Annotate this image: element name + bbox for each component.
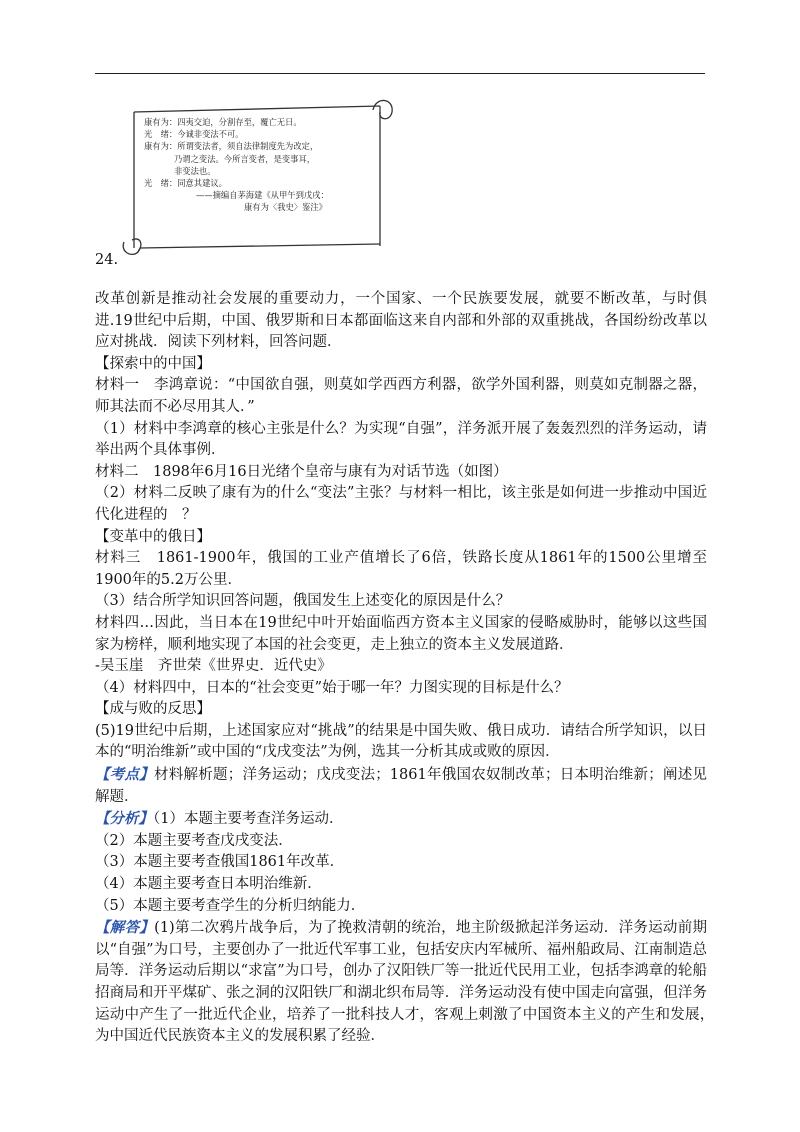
material-four-source: -吴玉崖 齐世荣《世界史．近代史》 — [95, 658, 332, 675]
scroll-line: 非变法也。 — [174, 165, 216, 176]
question-1: （1）材料中李鸿章的核心主张是什么？为实现“自强”，洋务派开展了轰轰烈烈的洋务运动，请举出两个具体事例． — [95, 420, 707, 459]
scroll-line: 光 绪：今诚非变法不可。 — [144, 129, 244, 140]
jieda-block — [95, 917, 722, 1048]
fenxi-block — [95, 808, 707, 831]
jieda-text: (1)第二次鸦片战争后，为了挽救清朝的统治，地主阶级掀起洋务运动．洋务运动前期以“自强”为口号，主要创办了一批近代军事工业，包括安庆内军械所、福州船政局、江南制造总局等．洋务运动后期以“求富”为口号，创办了汉阳铁厂等一批近代民用工业，包括李鸿章的轮船招商局和开平煤矿、张之洞的汉阳铁厂和湖北织布局等．洋务运动没有使中国走向富强，但洋务运动中产生了一批近代企业，培养了一批科技人才，客观上刺激了中国资本主义的产生和发展， 为中国近代民族资本主义的发展积累了经验． — [95, 920, 722, 1045]
intro-paragraph: 改革创新是推动社会发展的重要动力，一个国家、一个民族要发展，就要不断改革，与时俱进.19世纪中后期，中国、俄罗斯和日本都面临这来自内部和外部的双重挑战，各国纷纷改革以应对挑战．阅读下列材料，回答问题． — [95, 291, 707, 351]
question-number: 24. — [95, 252, 119, 268]
kaodian-tag: 【考点】 — [95, 766, 155, 784]
kaodian-block — [95, 764, 707, 808]
question-5: (5)19世纪中后期，上述国家应对“挑战”的结果是中国失败、俄日成功．请结合所学知识，以日本的“明治维新”或中国的“戊戌变法”为例，选其一分析其成或败的原因． — [95, 722, 707, 761]
jieda-tag: 【解答】 — [95, 919, 155, 937]
scroll-source: ——摘编自茅海建《从甲午到戊戌： — [196, 190, 329, 201]
scroll-figure — [118, 98, 396, 258]
fenxi-line: （4）本题主要考查日本明治维新． — [95, 876, 322, 893]
section-heading: 【变革中的俄日】 — [95, 528, 211, 545]
scroll-dialogue — [144, 116, 372, 214]
fenxi-line: （2）本题主要考查戊戌变法． — [95, 832, 293, 849]
section-heading: 【成与败的反思】 — [95, 701, 211, 718]
scroll-line: 康有为：所谓变法者，须自法律制度先为改定， — [144, 141, 319, 152]
material-one: 材料一 李鸿章说：“中国欲自强，则莫如学西西方利器，欲学外国利器，则莫如克制器之器，师其法而不必尽用其人．” — [95, 377, 707, 415]
scroll-line: 光 绪：同意其建议。 — [144, 178, 227, 189]
material-four: 材料四…因此，当日本在19世纪中叶开始面临西方资本主义国家的侵略威胁时，能够以这些国家为榜样，顺利地实现了本国的社会变更，走上独立的资本主义发展道路． — [95, 614, 707, 653]
scroll-source: 康有为〈我史〉鉴注》 — [244, 202, 327, 213]
fenxi-line: （3）本题主要考查俄国1861年改革． — [95, 854, 345, 871]
material-three: 材料三 1861-1900年，俄国的工业产值增长了6倍，铁路长度从1861年的1500公里增至1900年的5.2万公里． — [95, 550, 707, 588]
material-two: 材料二 1898年6月16日光绪个皇帝与康有为对话节选（如图） — [95, 463, 508, 480]
section-heading: 【探索中的中国】 — [95, 355, 211, 372]
fenxi-line: （5）本题主要考查学生的分析归纳能力． — [95, 897, 366, 914]
question-body — [95, 289, 722, 1048]
question-4: （4）材料四中，日本的“社会变更”始于哪一年？力图实现的目标是什么？ — [95, 679, 569, 696]
scroll-line: 康有为：四夷交迫，分割存至，覆亡无日。 — [144, 117, 302, 127]
kaodian-text: 材料解析题；洋务运动；戊戌变法；1861年俄国农奴制改革；日本明治维新；阐述见解题． — [95, 767, 707, 805]
header-rule — [95, 73, 705, 74]
question-3: （3）结合所学知识回答问题，俄国发生上述变化的原因是什么？ — [95, 593, 511, 610]
question-2: （2）材料二反映了康有为的什么“变法”主张？与材料一相比，该主张是如何进一步推动中国近代化进程的 ？ — [95, 485, 707, 523]
scroll-line: 乃谓之变法。今所言变者，是变事耳， — [174, 153, 316, 164]
fenxi-line: （1）本题主要考查洋务运动． — [153, 811, 344, 828]
fenxi-tag: 【分析】 — [95, 810, 153, 828]
